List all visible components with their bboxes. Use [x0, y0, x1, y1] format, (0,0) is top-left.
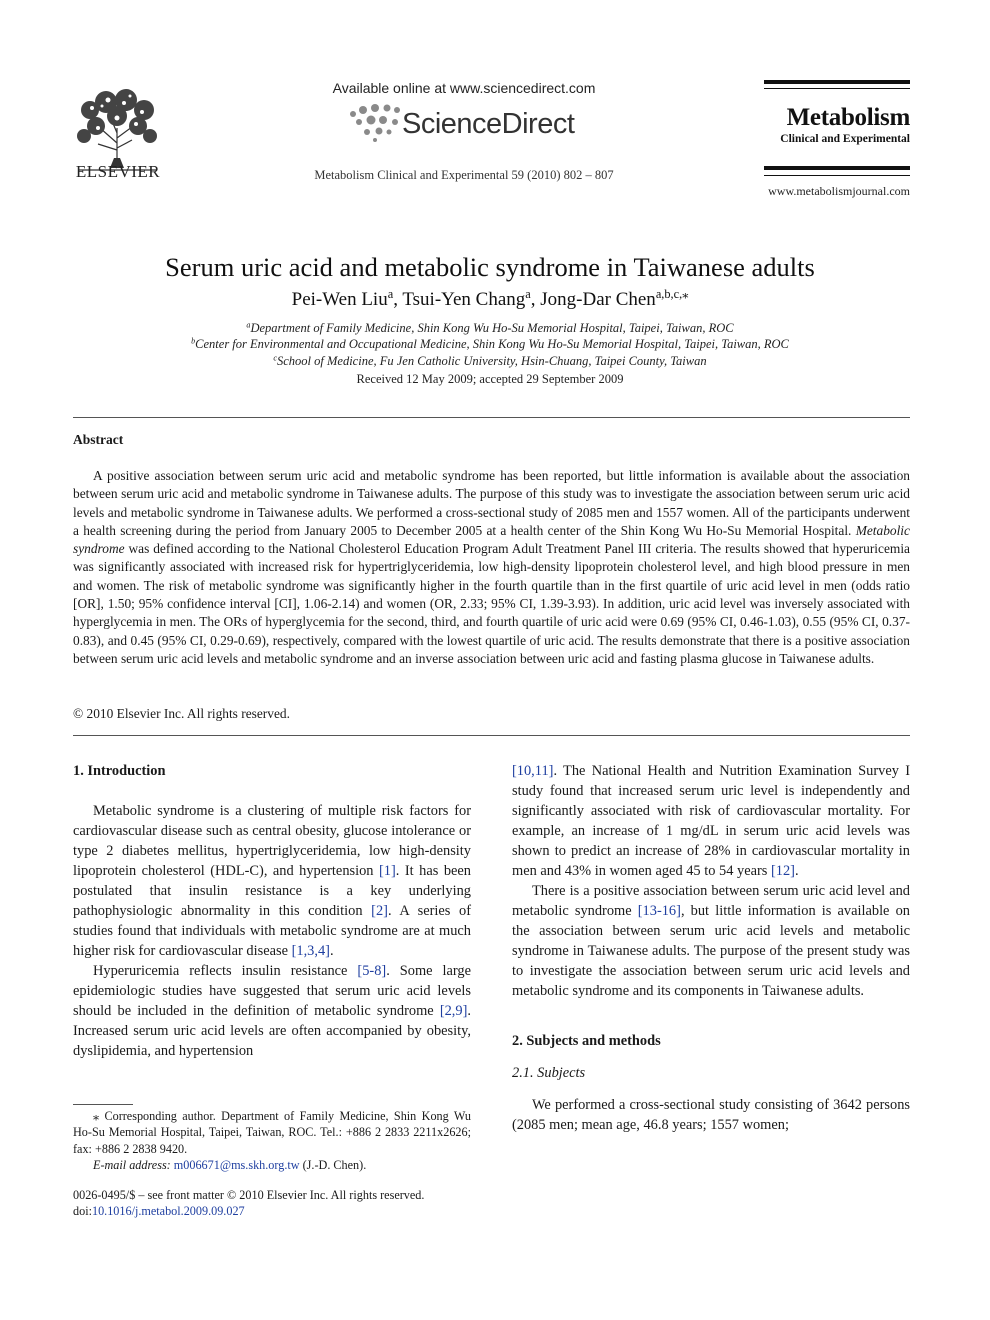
brand-rule [764, 166, 910, 170]
divider [73, 735, 910, 736]
brand-rule [764, 80, 910, 84]
affiliation-a: $^a$Department of Family Medicine, Shin Kong Wu Ho-Su Memorial Hospital, Taipei, Taiwan, ROC [246, 320, 734, 335]
subjects-paragraph: We performed a cross-sectional study consisting of 3642 persons (2085 men; mean age, 46.8 years; 1557 women; [512, 1097, 910, 1133]
front-matter-info: 0026-0495/$ – see front matter © 2010 Elsevier Inc. All rights reserved. doi:10.1016/j.metabol.2009.09.027 [73, 1188, 425, 1219]
citation-link[interactable]: [13-16] [637, 903, 681, 919]
citation-link[interactable]: [12] [770, 863, 795, 879]
journal-citation: Metabolism Clinical and Experimental 59 (2010) 802 – 807 [314, 168, 614, 182]
corresponding-author-footnote: ⁎ Corresponding author. Department of Family Medicine, Shin Kong Wu Ho-Su Memorial Hospital, Taipei, Taiwan, ROC. Tel.: +886 2 2833 2211x2626; fax: +886 2 2838 9420. E-mail address: m006671@ms.skh.org.tw (J.-D. Chen). [73, 1109, 471, 1173]
author-name: Tsui-Yen Chang [402, 289, 526, 310]
article-title: Serum uric acid and metabolic syndrome in Taiwanese adults [165, 252, 815, 282]
author-name: Jong-Dar Chen [540, 289, 656, 310]
section-heading-methods: 2. Subjects and methods [512, 1033, 661, 1049]
journal-logo-title: Metabolism [786, 104, 910, 131]
abstract-heading: Abstract [73, 432, 124, 447]
abstract-text: A positive association between serum uric acid and metabolic syndrome has been reported, but little information is available about the association between serum uric acid and metabolic syndrome in Taiwanese adults. The purpose of this study was to investigate the association between serum uric acid levels and metabolic syndrome in Taiwanese adults. We performed a cross-sectional study of 2085 men and 1557 women. All of the participants underwent a health screening during the period from January 2005 to December 2005 at a health center of the Shin Kong Wu Ho-Su Memorial Hospital. Metabolic syndrome was defined according to the National Cholesterol Education Program Adult Treatment Panel III criteria. The results showed that hyperuricemia was significantly associated with increased risk for hypertriglyceridemia, low high-density lipoprotein cholesterol level, and high blood pressure in men and women. The risk of metabolic syndrome was significantly higher in the fourth quartile than in the first quartile of uric acid level in men (odds ratio [OR], 1.50; 95% confidence interval [CI], 1.06-2.14) and women (OR, 2.33; 95% CI, 1.39-3.93). In addition, uric acid level was inversely associated with hyperglycemia in men. The ORs of hyperglycemia for the second, third, and fourth quartile of uric acid were 0.69 (95% CI, 0.46-1.03), 0.55 (95% CI, 0.37-0.83), and 0.45 (95% CI, 0.29-0.69), respectively, compared with the lowest quartile of uric acid. The results demonstrate that there is a positive association between serum uric acid levels and metabolic syndrome and an inverse association between uric acid and fasting plasma glucose in Taiwanese adults. [73, 468, 910, 666]
citation-link[interactable]: [1,3,4] [291, 943, 330, 959]
subsection-heading-subjects: 2.1. Subjects [512, 1065, 586, 1081]
publisher-wordmark: ELSEVIER [75, 162, 161, 181]
author-affiliation-marker: a [525, 287, 531, 302]
citation-link[interactable]: [10,11] [512, 763, 554, 779]
email-link[interactable]: m006671@ms.skh.org.tw [173, 1158, 300, 1173]
right-column [512, 761, 910, 1135]
intro-paragraph-3: [10,11]. The National Health and Nutrition Examination Survey I study found that increased serum uric level is independently and significantly associated with risk of cardiovascular mortality. For example, an increase of 1 mg/dL in serum uric acid levels was shown to predict an increase of 28% in cardiovascular mortality in men and 43% in women aged 45 to 54 years [12]. [512, 763, 910, 879]
intro-paragraph-1: Metabolic syndrome is a clustering of multiple risk factors for cardiovascular disease such as central obesity, glucose intolerance or type 2 diabetes mellitus, hypertriglyceridemia, low high-density lipoprotein cholesterol (HDL-C), and hypertension [1]. It has been postulated that insulin resistance is a key underlying pathophysiologic abnormality in this condition [2]. A series of studies found that individuals with metabolic syndrome are at much higher risk for cardiovascular disease [1,3,4]. [73, 803, 471, 959]
available-online-line[interactable]: Available online at www.sciencedirect.com [332, 80, 596, 96]
journal-logo-subtitle: Clinical and Experimental [780, 133, 910, 145]
intro-paragraph-4: There is a positive association between serum uric acid level and metabolic syndrome [13-16], but little information is available on the association between serum uric acid levels and metabolic syndrome in Taiwanese adults. The purpose of the present study was to investigate the association between serum uric acid levels and metabolic syndrome and its components in Taiwanese adults. [512, 883, 910, 999]
brand-rule [764, 175, 910, 176]
author-name: Pei-Wen Liu [291, 289, 388, 310]
left-column [73, 761, 471, 1061]
sciencedirect-wordmark[interactable]: ScienceDirect [402, 108, 575, 140]
citation-link[interactable]: [2] [371, 903, 388, 919]
abstract-italic-term: Metabolic syndrome [73, 522, 910, 557]
author-affiliation-marker: a,b,c,⁎ [655, 287, 689, 302]
affiliation-c: $^c$School of Medicine, Fu Jen Catholic University, Hsin-Chuang, Taipei County, Taiwan [273, 353, 707, 368]
doi-link[interactable]: 10.1016/j.metabol.2009.09.027 [91, 1204, 245, 1219]
received-dates: Received 12 May 2009; accepted 29 September 2009 [356, 372, 624, 386]
citation-link[interactable]: [5-8] [357, 963, 387, 979]
author-list: Pei-Wen Liu$^a$, Tsui-Yen Chang$^a$, Jong-Dar Chen$^{a,b,c,⁎}$ [291, 287, 689, 310]
citation-link[interactable]: [1] [379, 863, 396, 879]
footnote-rule [73, 1104, 133, 1105]
affiliation-b: $^b$Center for Environmental and Occupational Medicine, Shin Kong Wu Ho-Su Memorial Hospital, Taipei, Taiwan, ROC [191, 336, 789, 351]
divider [73, 417, 910, 418]
brand-rule [764, 88, 910, 89]
section-heading-introduction: 1. Introduction [73, 763, 166, 779]
author-affiliation-marker: a [387, 287, 394, 302]
abstract-copyright: © 2010 Elsevier Inc. All rights reserved. [73, 706, 290, 721]
intro-paragraph-2: Hyperuricemia reflects insulin resistance [5-8]. Some large epidemiologic studies have suggested that serum uric acid levels should be included in the definition of metabolic syndrome [2,9]. Increased serum uric acid levels are often accompanied by obesity, dyslipidemia, and hypertension [73, 963, 472, 1059]
journal-url-link[interactable]: www.metabolismjournal.com [768, 184, 910, 198]
citation-link[interactable]: [2,9] [439, 1003, 468, 1019]
